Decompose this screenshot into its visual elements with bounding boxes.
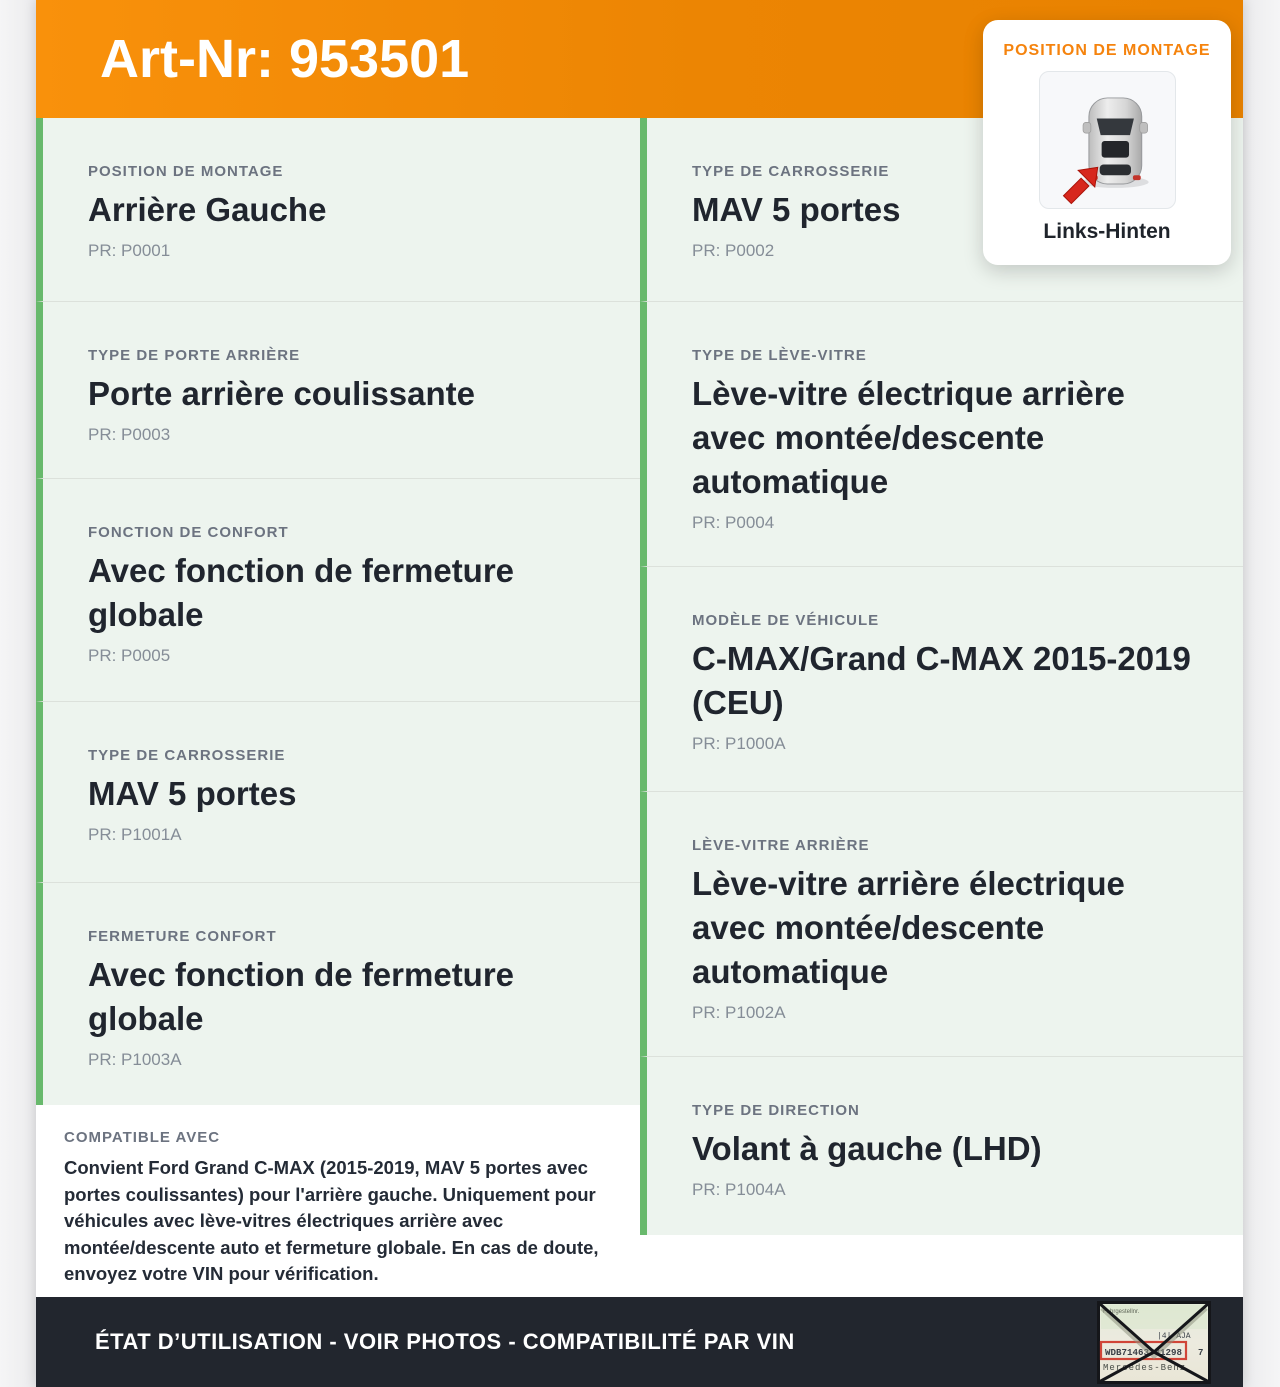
mounting-position-label: POSITION DE MONTAGE <box>1003 42 1211 59</box>
attribute-value: Volant à gauche (LHD) <box>692 1130 1042 1167</box>
svg-text:7: 7 <box>1198 1348 1204 1358</box>
attribute-label: LÈVE-VITRE ARRIÈRE <box>692 837 870 854</box>
attribute-label: FERMETURE CONFORT <box>88 928 277 945</box>
attribute-card <box>36 882 640 1105</box>
attributes-column-right <box>640 118 1243 1297</box>
svg-text:Fahrgestellnr.: Fahrgestellnr. <box>1103 1309 1140 1315</box>
attribute-value: Porte arrière coulissante <box>88 375 476 412</box>
mounting-position-card <box>983 20 1231 265</box>
attribute-card <box>36 478 640 701</box>
attribute-card <box>640 301 1243 566</box>
attribute-card <box>36 301 640 478</box>
compatibility-card <box>36 1105 640 1297</box>
attribute-value: Lève-vitre électrique arrière avec montée/descente automatique <box>692 375 1125 500</box>
footer-bar <box>36 1297 1243 1387</box>
svg-text:|4| AJA: |4| AJA <box>1157 1332 1191 1341</box>
listing-page <box>36 0 1243 1387</box>
car-top-view-rear-left-arrow-icon <box>1040 71 1175 209</box>
compatibility-label: COMPATIBLE AVEC <box>64 1129 221 1146</box>
svg-text:WDB71463J31298: WDB71463J31298 <box>1105 1348 1182 1358</box>
attribute-value: Avec fonction de fermeture globale <box>88 552 515 633</box>
attribute-pr-code: PR: P0003 <box>88 425 171 444</box>
attribute-card <box>640 1056 1243 1235</box>
compatibility-text: Convient Ford Grand C-MAX (2015-2019, MAV 5 portes avec portes coulissantes) pour l'arrière gauche. Uniquement pour véhicules avec lève-vitres électriques arrière avec montée/descente auto et fermeture globale. En cas de doute, envoyez votre VIN pour vérification. <box>64 1157 599 1284</box>
attribute-label: TYPE DE LÈVE-VITRE <box>692 347 867 364</box>
mounting-position-image-frame <box>1039 71 1176 209</box>
attribute-value: Lève-vitre arrière électrique avec montée/descente automatique <box>692 865 1125 990</box>
attribute-label: TYPE DE DIRECTION <box>692 1102 860 1119</box>
attribute-value: MAV 5 portes <box>692 191 901 228</box>
attribute-value: C-MAX/Grand C-MAX 2015-2019 (CEU) <box>692 640 1191 721</box>
attribute-pr-code: PR: P1003A <box>88 1050 182 1069</box>
attribute-value: Arrière Gauche <box>88 191 327 228</box>
attribute-pr-code: PR: P1002A <box>692 1003 786 1022</box>
footer-note: ÉTAT D’UTILISATION - VOIR PHOTOS - COMPATIBILITÉ PAR VIN <box>95 1329 795 1354</box>
attributes-column-left <box>36 118 640 1297</box>
page-title: Art-Nr: 953501 <box>100 29 470 89</box>
attribute-pr-code: PR: P1001A <box>88 825 182 844</box>
attribute-pr-code: PR: P1004A <box>692 1180 786 1199</box>
attribute-card <box>640 566 1243 791</box>
crossed-registration-document-envelope-icon <box>1097 1301 1211 1384</box>
attribute-value: Avec fonction de fermeture globale <box>88 956 515 1037</box>
attribute-pr-code: PR: P0002 <box>692 241 775 260</box>
attribute-label: TYPE DE CARROSSERIE <box>88 747 286 764</box>
attribute-value: MAV 5 portes <box>88 775 297 812</box>
attribute-pr-code: PR: P0001 <box>88 241 171 260</box>
attribute-card <box>36 118 640 301</box>
attributes-grid <box>36 118 1243 1297</box>
attribute-card <box>36 701 640 882</box>
attribute-label: FONCTION DE CONFORT <box>88 524 289 541</box>
bottom-spacer <box>640 1235 1243 1297</box>
svg-text:Mercedes-Benz: Mercedes-Benz <box>1103 1363 1187 1373</box>
attribute-pr-code: PR: P1000A <box>692 734 786 753</box>
attribute-pr-code: PR: P0005 <box>88 646 171 665</box>
attribute-card <box>640 791 1243 1056</box>
attribute-label: TYPE DE CARROSSERIE <box>692 163 890 180</box>
mounting-position-caption: Links-Hinten <box>1043 220 1171 243</box>
attribute-label: MODÈLE DE VÉHICULE <box>692 612 880 629</box>
attribute-label: TYPE DE PORTE ARRIÈRE <box>88 347 301 364</box>
attribute-label: POSITION DE MONTAGE <box>88 163 284 180</box>
attribute-pr-code: PR: P0004 <box>692 513 775 532</box>
